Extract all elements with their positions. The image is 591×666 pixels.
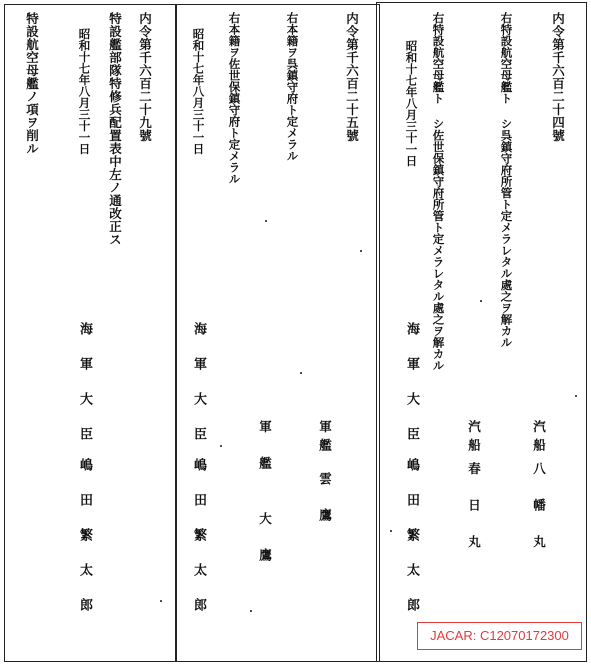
scan-speck [300, 372, 302, 374]
notice-1624-ship-name-2: 春日丸 [466, 462, 482, 572]
jacar-reference-code: JACAR: C12070172300 [417, 622, 582, 650]
notice-1629-line1: 特設艦部隊特修兵配置表中左ノ通改正ス [107, 12, 123, 246]
notice-1624-line1: 右特設航空母艦ト シ呉鎮守府所管ト定メラレタル處之ヲ解カル [499, 12, 514, 348]
notice-1624-ship-type-1: 汽船 [531, 420, 547, 457]
notice-1624-ship-name-1: 八幡丸 [531, 462, 547, 572]
notice-1625-ship-type-1: 軍艦 [317, 420, 333, 457]
notice-1624-minister-name: 嶋田繁太郎 [404, 458, 419, 633]
notice-1629-date: 昭和十七年八月三十一日 [77, 28, 92, 155]
notice-1625-date: 昭和十七年八月三十一日 [191, 28, 206, 155]
notice-1625-minister-title: 海軍大臣 [191, 322, 206, 462]
scan-speck [480, 300, 482, 302]
notice-1624-number: 内令第千六百二十四號 [550, 12, 566, 142]
notice-1624-minister-title: 海軍大臣 [404, 322, 419, 462]
scan-speck [575, 395, 577, 397]
scan-speck [250, 610, 252, 612]
notice-1625-ship-name-1: 雲鷹 [317, 472, 333, 545]
notice-1625-ship-type-2: 軍艦 [257, 420, 273, 493]
notice-1625-ship-name-2: 大鷹 [257, 512, 273, 585]
notice-1624-ship-type-2: 汽船 [466, 420, 482, 457]
notice-1625-line1: 右本籍ヲ呉鎮守府ト定メラル [285, 12, 300, 162]
notice-1625-minister-name: 嶋田繁太郎 [191, 458, 206, 633]
notice-1629-minister-name: 嶋田繁太郎 [77, 458, 92, 633]
notice-1625-number: 内令第千六百二十五號 [344, 12, 360, 142]
scan-speck [160, 600, 162, 602]
notice-1629-minister-title: 海軍大臣 [77, 322, 92, 462]
notice-1624-line2: 右特設航空母艦ト シ佐世保鎮守府所管ト定メラレタル處之ヲ解カル [431, 12, 446, 371]
notice-1629-number: 内令第千六百二十九號 [137, 12, 153, 142]
scan-speck [265, 220, 267, 222]
scan-speck [360, 250, 362, 252]
notice-1624-date: 昭和十七年八月三十一日 [404, 40, 419, 167]
scan-speck [390, 530, 392, 532]
notice-1625-line2: 右本籍ヲ佐世保鎮守府ト定メラル [227, 12, 242, 185]
scan-speck [220, 445, 222, 447]
column-divider [175, 4, 177, 662]
notice-1629-body: 特設航空母艦ノ項ヲ削ル [24, 12, 40, 155]
